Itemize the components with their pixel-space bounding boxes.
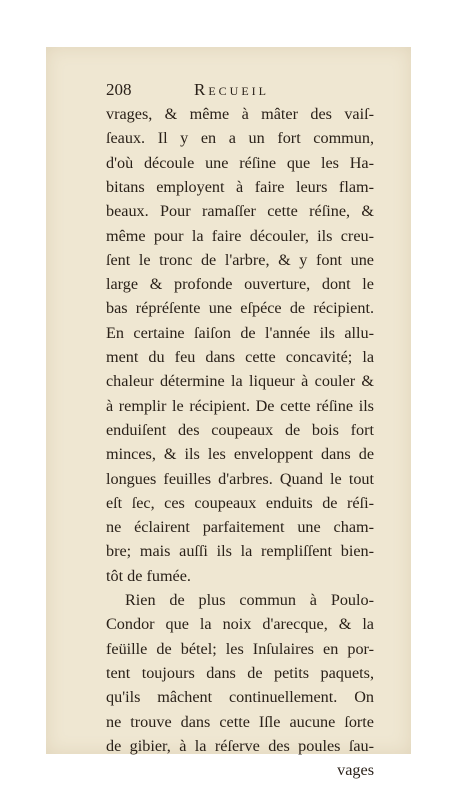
text-line: bas répréſente une eſpéce de récipient.: [106, 299, 374, 317]
text-line: ment du feu dans cette concavité; la: [106, 348, 374, 366]
paragraph-first-line: Rien de plus commun à Poulo-: [125, 591, 374, 609]
text-line: longues feuilles d'arbres. Quand le tout: [106, 470, 374, 488]
text-line: qu'ils mâchent continuellement. On: [106, 688, 374, 706]
text-line: beaux. Pour ramaſſer cette réſine, &: [106, 202, 374, 220]
text-line: bre; mais auſſi ils la rempliſſent bien-: [106, 542, 374, 560]
page-number: 208: [106, 80, 132, 99]
text-line: ſent le tronc de l'arbre, & y font une: [106, 251, 374, 269]
text-line: Condor que la noix d'arecque, & la: [106, 615, 374, 633]
text-line: large & profonde ouverture, dont le: [106, 275, 374, 293]
text-line: chaleur détermine la liqueur à couler &: [106, 372, 374, 390]
text-line: même pour la faire découler, ils creu-: [106, 227, 374, 245]
catchword: vages: [337, 761, 374, 779]
text-line: tent toujours dans de petits paquets,: [106, 664, 374, 682]
text-line: En certaine ſaiſon de l'année ils allu-: [106, 324, 374, 342]
text-line: eſt ſec, ces coupeaux enduits de réſi-: [106, 494, 374, 512]
text-line: ſeaux. Il y en a un fort commun,: [106, 129, 374, 147]
text-line: vrages, & même à mâter des vaiſ-: [106, 105, 374, 123]
running-head: Recueil: [194, 80, 269, 99]
page-header: [106, 80, 374, 102]
text-line: à remplir le récipient. De cette réſine ils: [106, 397, 374, 415]
text-line: d'où découle une réſine que les Ha-: [106, 154, 374, 172]
text-line: bitans employent à faire leurs flam-: [106, 178, 374, 196]
text-line: de gibier, à la réſerve des poules ſau-: [106, 737, 374, 755]
text-line: feüille de bétel; les Inſulaires en por-: [106, 640, 374, 658]
text-line: tôt de fumée.: [106, 567, 191, 585]
text-line: ne éclairent parfaitement une cham-: [106, 518, 374, 536]
text-line: ne trouve dans cette Iſle aucune ſorte: [106, 713, 374, 731]
text-line: minces, & ils les enveloppent dans de: [106, 445, 374, 463]
text-line: enduiſent des coupeaux de bois fort: [106, 421, 374, 439]
